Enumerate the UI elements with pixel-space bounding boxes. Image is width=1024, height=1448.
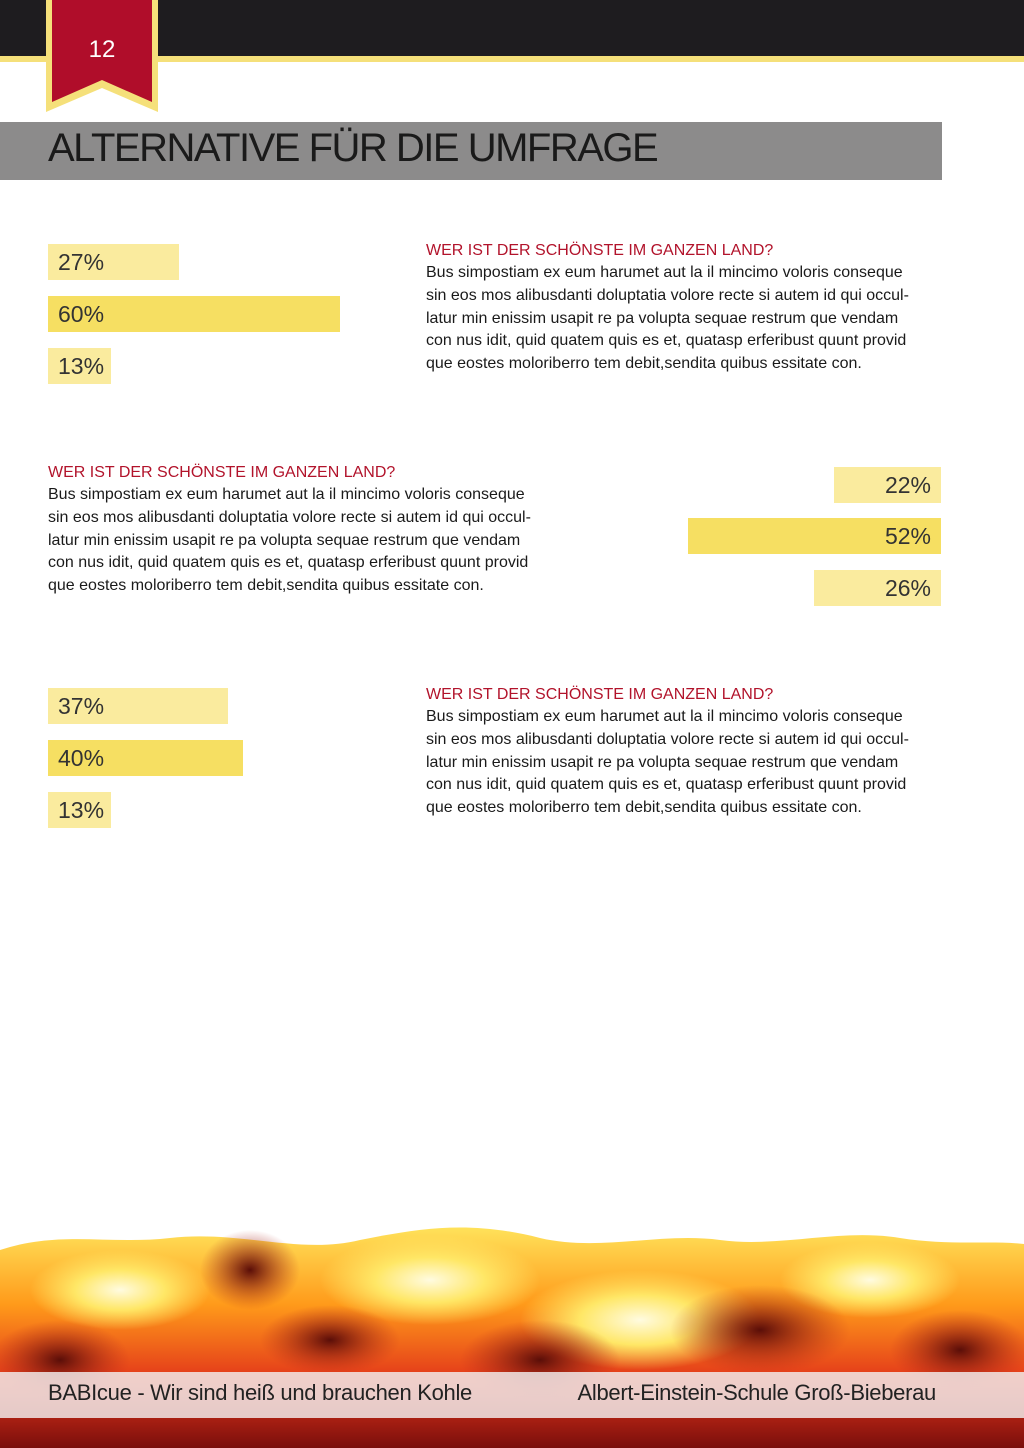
body-line: que eostes moloriberro tem debit,sendita quibus essitate con. — [426, 355, 862, 373]
survey-2-question-title: WER IST DER SCHÖNSTE IM GANZEN LAND? — [48, 464, 396, 481]
survey-1-question — [426, 240, 946, 376]
survey-3-bar-1 — [48, 688, 228, 724]
survey-2-bar-1-label: 22% — [884, 471, 931, 498]
survey-2-question — [48, 462, 568, 598]
page-title: ALTERNATIVE FÜR DIE UMFRAGE — [48, 126, 658, 170]
body-line: con nus idit, quid quatem quis es et, quatasp erferibust quunt provid — [48, 554, 529, 572]
body-line: sin eos mos alibusdanti doluptatia volore recte si autem id qui occul- — [48, 508, 531, 526]
footer-slogan: BABIcue - Wir sind heiß und brauchen Kohle — [48, 1380, 472, 1405]
survey-3-bar-2-label: 40% — [58, 744, 105, 771]
body-line: latur min enissim usapit re pa volupta sequae restrum que vendam — [48, 531, 521, 549]
survey-1-question-body — [426, 262, 946, 376]
survey-1-bar-3-label: 13% — [58, 352, 105, 379]
survey-2-bar-2 — [688, 518, 941, 554]
body-line: latur min enissim usapit re pa volupta sequae restrum que vendam — [426, 753, 899, 771]
body-line: latur min enissim usapit re pa volupta sequae restrum que vendam — [426, 309, 899, 327]
body-line: con nus idit, quid quatem quis es et, quatasp erferibust quunt provid — [426, 332, 907, 350]
body-line: Bus simpostiam ex eum harumet aut la il mincimo voloris conseque — [48, 486, 525, 503]
survey-3-bar-3-label: 13% — [58, 796, 105, 823]
body-line: sin eos mos alibusdanti doluptatia volore recte si autem id qui occul- — [426, 730, 909, 748]
page-number: 12 — [88, 36, 116, 63]
body-line: que eostes moloriberro tem debit,sendita quibus essitate con. — [48, 577, 484, 595]
survey-1-bar-1 — [48, 244, 179, 280]
survey-2-bar-3-label: 26% — [884, 574, 931, 601]
body-line: Bus simpostiam ex eum harumet aut la il mincimo voloris conseque — [426, 264, 903, 281]
survey-1-bar-3 — [48, 348, 111, 384]
survey-3-question — [426, 684, 946, 820]
survey-2-bar-3 — [814, 570, 941, 606]
survey-1-question-title: WER IST DER SCHÖNSTE IM GANZEN LAND? — [426, 242, 774, 259]
survey-2-bar-2-label: 52% — [884, 522, 931, 549]
survey-3-question-title: WER IST DER SCHÖNSTE IM GANZEN LAND? — [426, 686, 774, 703]
survey-1-bar-2 — [48, 296, 340, 332]
body-line: con nus idit, quid quatem quis es et, quatasp erferibust quunt provid — [426, 776, 907, 794]
survey-2-bar-1 — [834, 467, 941, 503]
survey-2-question-body — [48, 484, 568, 598]
survey-1-bar-1-label: 27% — [58, 248, 105, 275]
body-line: que eostes moloriberro tem debit,sendita quibus essitate con. — [426, 799, 862, 817]
survey-3-question-body — [426, 706, 946, 820]
survey-3-bar-3 — [48, 792, 111, 828]
body-line: sin eos mos alibusdanti doluptatia volore recte si autem id qui occul- — [426, 286, 909, 304]
body-line: Bus simpostiam ex eum harumet aut la il mincimo voloris conseque — [426, 708, 903, 725]
survey-1-bar-2-label: 60% — [58, 300, 105, 327]
footer-school-name: Albert-Einstein-Schule Groß-Bieberau — [577, 1380, 936, 1405]
survey-3-bar-1-label: 37% — [58, 692, 105, 719]
survey-3-bar-2 — [48, 740, 243, 776]
